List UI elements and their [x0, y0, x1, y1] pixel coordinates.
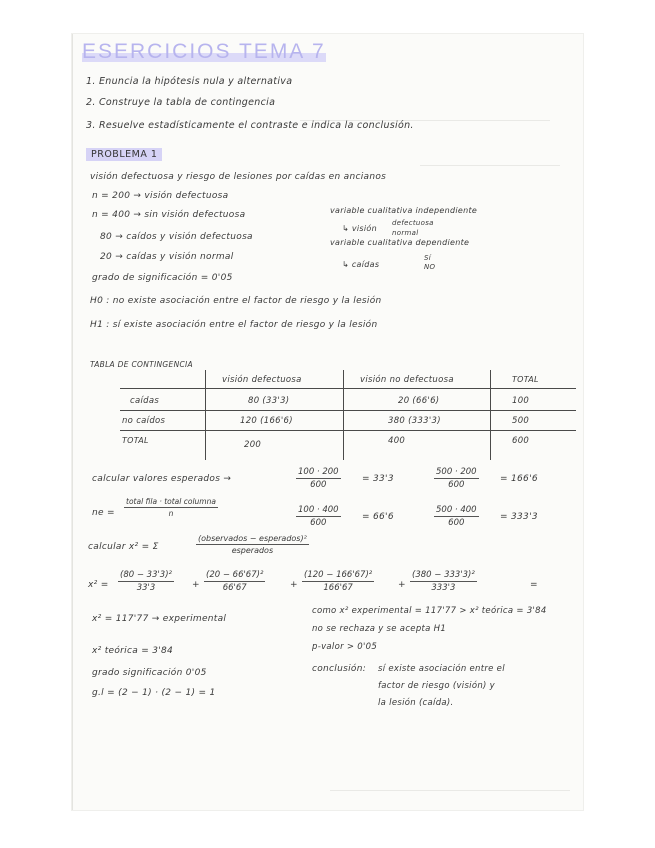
table-rule — [490, 370, 491, 460]
table-cell: caídas — [130, 396, 160, 406]
fraction-chi-term-3 — [302, 570, 374, 593]
fraction-chi-formula — [196, 534, 309, 555]
variable-option: defectuosa — [392, 219, 434, 227]
fraction-numerator: 500 · 200 — [436, 467, 477, 477]
table-header: visión no defectuosa — [360, 375, 454, 385]
fraction-chi-term-1 — [118, 570, 174, 593]
fraction-denominator: esperados — [231, 546, 274, 555]
result-line: no se rechaza y se acepta H1 — [312, 624, 447, 634]
variable-dependent: variable cualitativa dependiente — [330, 238, 470, 247]
data-line: grado de significación = 0'05 — [92, 273, 233, 283]
fraction-denominator: 33'3 — [136, 583, 156, 593]
expected-result: = 33'3 — [362, 474, 394, 484]
table-cell: 100 — [512, 396, 530, 406]
expected-result: = 66'6 — [362, 512, 394, 522]
table-rule — [343, 370, 344, 460]
table-rule — [120, 410, 576, 411]
variable-dependent-sub: ↳ caídas — [342, 260, 380, 269]
table-header: visión defectuosa — [222, 375, 302, 385]
significance-level: grado significación 0'05 — [92, 668, 207, 678]
fraction-numerator: (80 − 33'3)² — [120, 570, 172, 580]
variable-option: NO — [424, 263, 436, 271]
fraction-denominator: 333'3 — [431, 583, 456, 593]
equals-sign: = — [530, 580, 538, 590]
fraction-denominator: 166'67 — [323, 583, 353, 593]
table-cell: 500 — [512, 416, 530, 426]
table-rule — [205, 370, 206, 460]
fraction-numerator: 100 · 200 — [298, 467, 339, 477]
data-line: n = 400 → sin visión defectuosa — [92, 210, 246, 220]
chi-label: calcular x² = Σ — [88, 542, 159, 552]
data-line: 80 → caídos y visión defectuosa — [100, 232, 253, 242]
fraction-numerator: (20 − 66'67)² — [206, 570, 264, 580]
data-line: n = 200 → visión defectuosa — [92, 191, 229, 201]
variable-option: normal — [392, 229, 419, 237]
table-caption: TABLA DE CONTINGENCIA — [90, 360, 193, 369]
variable-independent-sub: ↳ visión — [342, 224, 377, 233]
table-cell: 80 (33'3) — [248, 396, 290, 406]
expected-result: = 166'6 — [500, 474, 538, 484]
table-cell: 400 — [388, 436, 406, 446]
result-line: como x² experimental = 117'77 > x² teórica = 3'84 — [312, 606, 547, 616]
table-rule — [120, 388, 576, 389]
conclusion-line: la lesión (caída). — [378, 698, 454, 708]
fraction-ne — [124, 497, 218, 518]
problem-label: PROBLEMA 1 — [86, 148, 162, 161]
conclusion-label: conclusión: — [312, 664, 367, 674]
chi-experimental: x² = 117'77 → experimental — [92, 614, 227, 624]
fraction-expected-2 — [434, 467, 479, 490]
fraction-numerator: (120 − 166'67)² — [304, 570, 373, 580]
bleed-line — [420, 165, 560, 166]
variable-option: Sí — [424, 254, 431, 262]
conclusion-line: factor de riesgo (visión) y — [378, 681, 495, 691]
fraction-denominator: 600 — [448, 518, 465, 528]
result-line: p-valor > 0'05 — [312, 642, 378, 652]
fraction-numerator: (observados − esperados)² — [198, 534, 307, 543]
conclusion-line: sí existe asociación entre el — [378, 664, 505, 674]
variable-independent: variable cualitativa independiente — [330, 206, 478, 215]
table-cell: 600 — [512, 436, 530, 446]
instruction-3: 3. Resuelve estadísticamente el contraste e indica la conclusión. — [86, 120, 414, 131]
fraction-chi-term-4 — [410, 570, 477, 593]
fraction-expected-3 — [296, 505, 341, 528]
fraction-numerator: 500 · 400 — [436, 505, 477, 515]
chi-theoretical: x² teórica = 3'84 — [92, 646, 174, 656]
fraction-expected-1 — [296, 467, 341, 490]
table-header: TOTAL — [512, 375, 539, 384]
fraction-denominator: n — [168, 509, 174, 518]
table-rule — [120, 430, 576, 431]
table-cell: no caídos — [122, 416, 166, 426]
plus-sign: + — [290, 580, 298, 590]
fraction-denominator: 600 — [448, 480, 465, 490]
table-cell: 120 (166'6) — [240, 416, 293, 426]
expected-label: calcular valores esperados → — [92, 474, 232, 484]
data-line: 20 → caídas y visión normal — [100, 252, 234, 262]
bleed-line — [330, 790, 570, 791]
fraction-numerator: (380 − 333'3)² — [412, 570, 475, 580]
hypothesis-null: H0 : no existe asociación entre el factor de riesgo y la lesión — [90, 296, 382, 306]
problem-statement: visión defectuosa y riesgo de lesiones por caídas en ancianos — [90, 172, 387, 182]
plus-sign: + — [398, 580, 406, 590]
table-cell: TOTAL — [122, 436, 149, 445]
page-title: ESERCICIOS TEMA 7 — [82, 40, 326, 63]
table-cell: 20 (66'6) — [398, 396, 440, 406]
fraction-numerator: 100 · 400 — [298, 505, 339, 515]
expected-result: = 333'3 — [500, 512, 538, 522]
table-cell: 200 — [244, 440, 262, 450]
table-cell: 380 (333'3) — [388, 416, 441, 426]
fraction-chi-term-2 — [204, 570, 265, 593]
fraction-expected-4 — [434, 505, 479, 528]
fraction-denominator: 600 — [310, 480, 327, 490]
hypothesis-alternative: H1 : sí existe asociación entre el factor de riesgo y la lesión — [90, 320, 378, 330]
chi-lhs: x² = — [88, 580, 109, 590]
instruction-2: 2. Construye la tabla de contingencia — [86, 97, 276, 108]
ne-label: ne = — [92, 508, 115, 518]
fraction-denominator: 66'67 — [222, 583, 247, 593]
fraction-denominator: 600 — [310, 518, 327, 528]
degrees-of-freedom: g.l = (2 − 1) · (2 − 1) = 1 — [92, 688, 216, 698]
instruction-1: 1. Enuncia la hipótesis nula y alternativa — [86, 76, 293, 87]
fraction-numerator: total fila · total columna — [126, 497, 216, 506]
plus-sign: + — [192, 580, 200, 590]
